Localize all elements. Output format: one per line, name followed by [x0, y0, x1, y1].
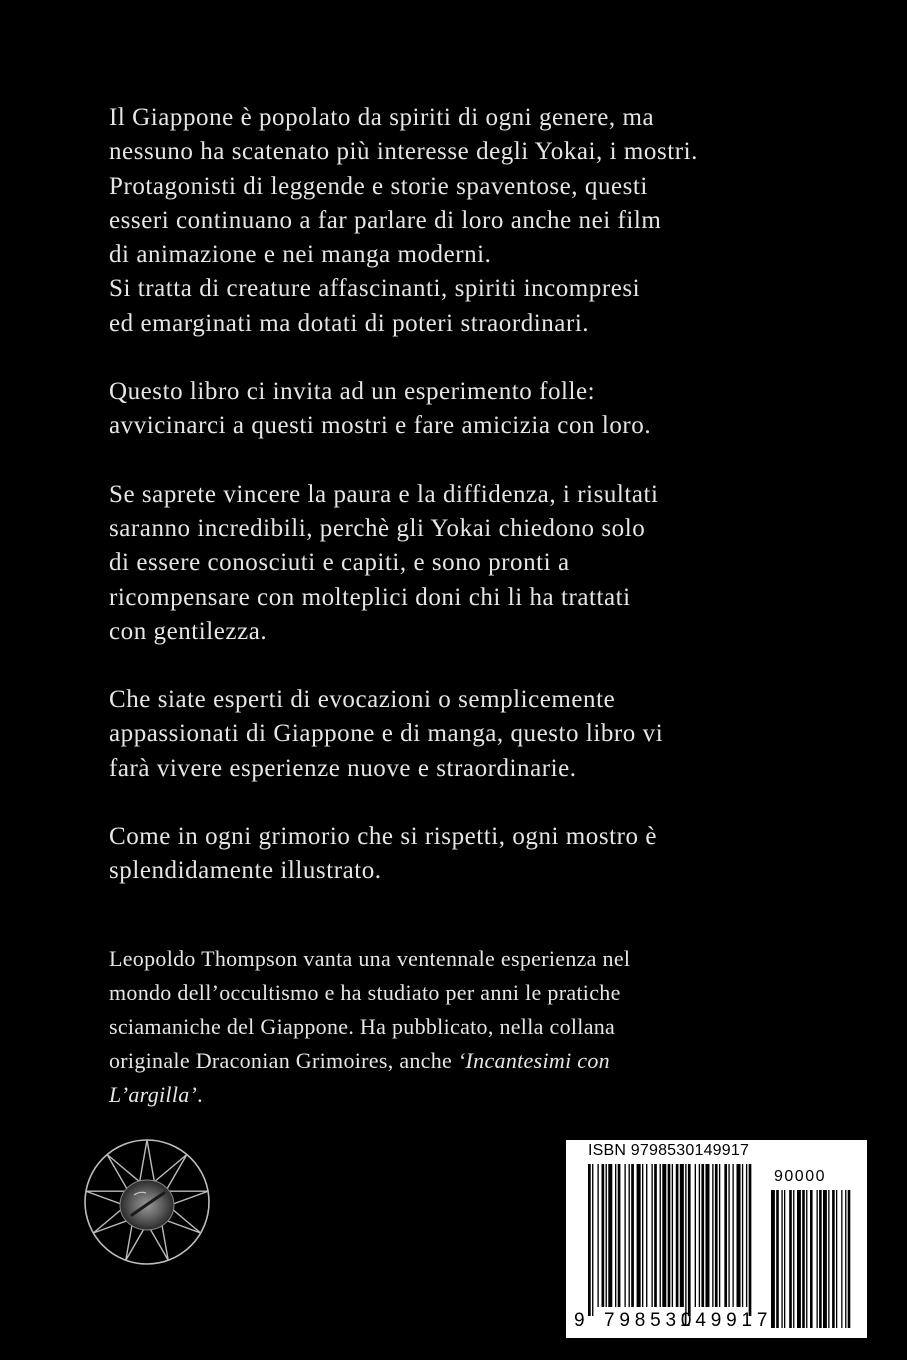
text-line: di essere conosciuti e capiti, e sono pronti a [109, 549, 570, 577]
barcode-digit-first: 9 [574, 1310, 590, 1331]
barcode-addon-bar [771, 1190, 775, 1328]
barcode-bar [660, 1164, 661, 1307]
barcode-addon-bar [793, 1190, 794, 1328]
barcode-bar [712, 1164, 713, 1307]
barcode-bar [742, 1164, 743, 1307]
barcode-bar [724, 1164, 727, 1307]
barcode-bar [701, 1164, 704, 1307]
barcode-bar [662, 1164, 666, 1307]
text-line: farà vivere esperienze nuove e straordinarie. [109, 754, 577, 782]
barcode-bar [680, 1164, 684, 1307]
barcode-addon-bar [832, 1190, 835, 1328]
book-title-fragment: L’argilla’ [109, 1082, 198, 1107]
barcode-addon-bar [836, 1190, 837, 1328]
text-line: Se saprete vincere la paura e la diffidenza, i risultati [109, 480, 659, 508]
text-line: saranno incredibili, perchè gli Yokai chiedono solo [109, 514, 646, 542]
barcode-bar [618, 1164, 621, 1307]
barcode-bar [746, 1164, 747, 1307]
barcode-addon-bar [823, 1190, 827, 1328]
barcode-bar [588, 1164, 591, 1316]
text-line [109, 1078, 809, 1112]
book-title-fragment: ‘Incantesimi con [457, 1048, 610, 1073]
text-line: sciamaniche del Giappone. Ha pubblicato, nella collana [109, 1014, 616, 1039]
barcode-addon-bar [845, 1190, 846, 1328]
text-line: nessuno ha scatenato più interesse degli Yokai, i mostri. [109, 138, 698, 166]
isbn-barcode [566, 1140, 867, 1338]
barcode-bars [566, 1140, 867, 1338]
barcode-digits-left: 798530 [604, 1310, 697, 1331]
barcode-bar [624, 1164, 625, 1307]
isbn-label: ISBN 9798530149917 [588, 1142, 750, 1159]
barcode-bar [631, 1164, 634, 1307]
barcode-addon-bar [810, 1190, 813, 1328]
barcode-addon-bar [784, 1190, 785, 1328]
barcode-addon-bar [817, 1190, 818, 1328]
text-line [109, 1044, 809, 1078]
barcode-bar [715, 1164, 718, 1307]
barcode-bar [597, 1164, 598, 1307]
barcode-bar [646, 1164, 647, 1307]
barcode-bar [642, 1164, 643, 1307]
text-line: Come in ogni grimorio che si rispetti, ogni mostro è [109, 823, 657, 851]
text-line: ricompensare con molteplici doni chi li ha trattati [109, 583, 631, 611]
price-code: 90000 [774, 1168, 826, 1185]
barcode-addon-bar [848, 1190, 851, 1328]
barcode-addon-bar [789, 1190, 792, 1328]
barcode-bar [695, 1164, 696, 1307]
barcode-bar [602, 1164, 605, 1307]
text-line: Il Giappone è popolato da spiriti di ogni genere, ma [109, 104, 655, 131]
barcode-bar [654, 1164, 657, 1307]
barcode-bar [608, 1164, 612, 1307]
barcode-bar [749, 1164, 752, 1316]
barcode-bar [688, 1164, 691, 1316]
text-line: di animazione e nei manga moderni. [109, 241, 492, 269]
text-fragment: . [197, 1082, 203, 1107]
barcode-bar [732, 1164, 733, 1307]
barcode-addon-bar [781, 1190, 782, 1328]
barcode-addon-bar [802, 1190, 805, 1328]
author-bio-paragraph [109, 942, 809, 1112]
text-line: Protagonisti di leggende e storie spaventose, questi [109, 172, 648, 200]
barcode-addon-bar [828, 1190, 829, 1328]
barcode-bar [685, 1164, 686, 1316]
barcode-bar [737, 1164, 741, 1307]
blurb-paragraph-5 [109, 820, 809, 889]
barcode-bar [672, 1164, 673, 1307]
barcode-bar [592, 1164, 593, 1316]
text-fragment: originale Draconian Grimoires, anche [109, 1048, 458, 1073]
blurb [109, 101, 809, 889]
blurb-paragraph-1 [109, 101, 809, 341]
barcode-addon-bar [841, 1190, 842, 1328]
barcode-addon-bar [797, 1190, 801, 1328]
barcode-bar [637, 1164, 641, 1307]
text-line: Si tratta di creature affascinanti, spiriti incompresi [109, 275, 641, 303]
text-line: Che siate esperti di evocazioni o semplicemente [109, 686, 616, 714]
text-line: Leopoldo Thompson vanta una ventennale esperienza nel [109, 946, 631, 971]
text-line: con gentilezza. [109, 617, 268, 645]
text-line: Questo libro ci invita ad un esperimento folle: [109, 378, 596, 406]
text-line: appassionati di Giappone e di manga, questo libro vi [109, 720, 664, 748]
barcode-bar [728, 1164, 729, 1307]
text-line: ed emarginati ma dotati di poteri straordinari. [109, 309, 590, 337]
barcode-bar [705, 1164, 709, 1307]
blurb-paragraph-2 [109, 375, 809, 444]
barcode-addon-bar [819, 1190, 822, 1328]
blurb-paragraph-4 [109, 683, 809, 786]
barcode-addon-bar [776, 1190, 779, 1328]
enneagram-eye-icon [80, 1135, 214, 1269]
barcode-bar [668, 1164, 671, 1307]
barcode-bar [629, 1164, 630, 1307]
author-bio [109, 942, 809, 1112]
text-line: mondo dell’occultismo e ha studiato per anni le pratiche [109, 980, 621, 1005]
barcode-bar [615, 1164, 616, 1307]
text-line: avvicinarci a questi mostri e fare amicizia con loro. [109, 412, 652, 440]
text-line: splendidamente illustrato. [109, 857, 382, 885]
barcode-bar [719, 1164, 720, 1307]
blurb-paragraph-3 [109, 478, 809, 649]
barcode-bar [676, 1164, 679, 1307]
barcode-bar [606, 1164, 607, 1307]
barcode-digits-right: 149917 [680, 1310, 773, 1331]
barcode-addon-bar [806, 1190, 807, 1328]
barcode-bar [699, 1164, 700, 1307]
text-line: esseri continuano a far parlare di loro anche nei film [109, 206, 662, 234]
barcode-bar [651, 1164, 652, 1307]
